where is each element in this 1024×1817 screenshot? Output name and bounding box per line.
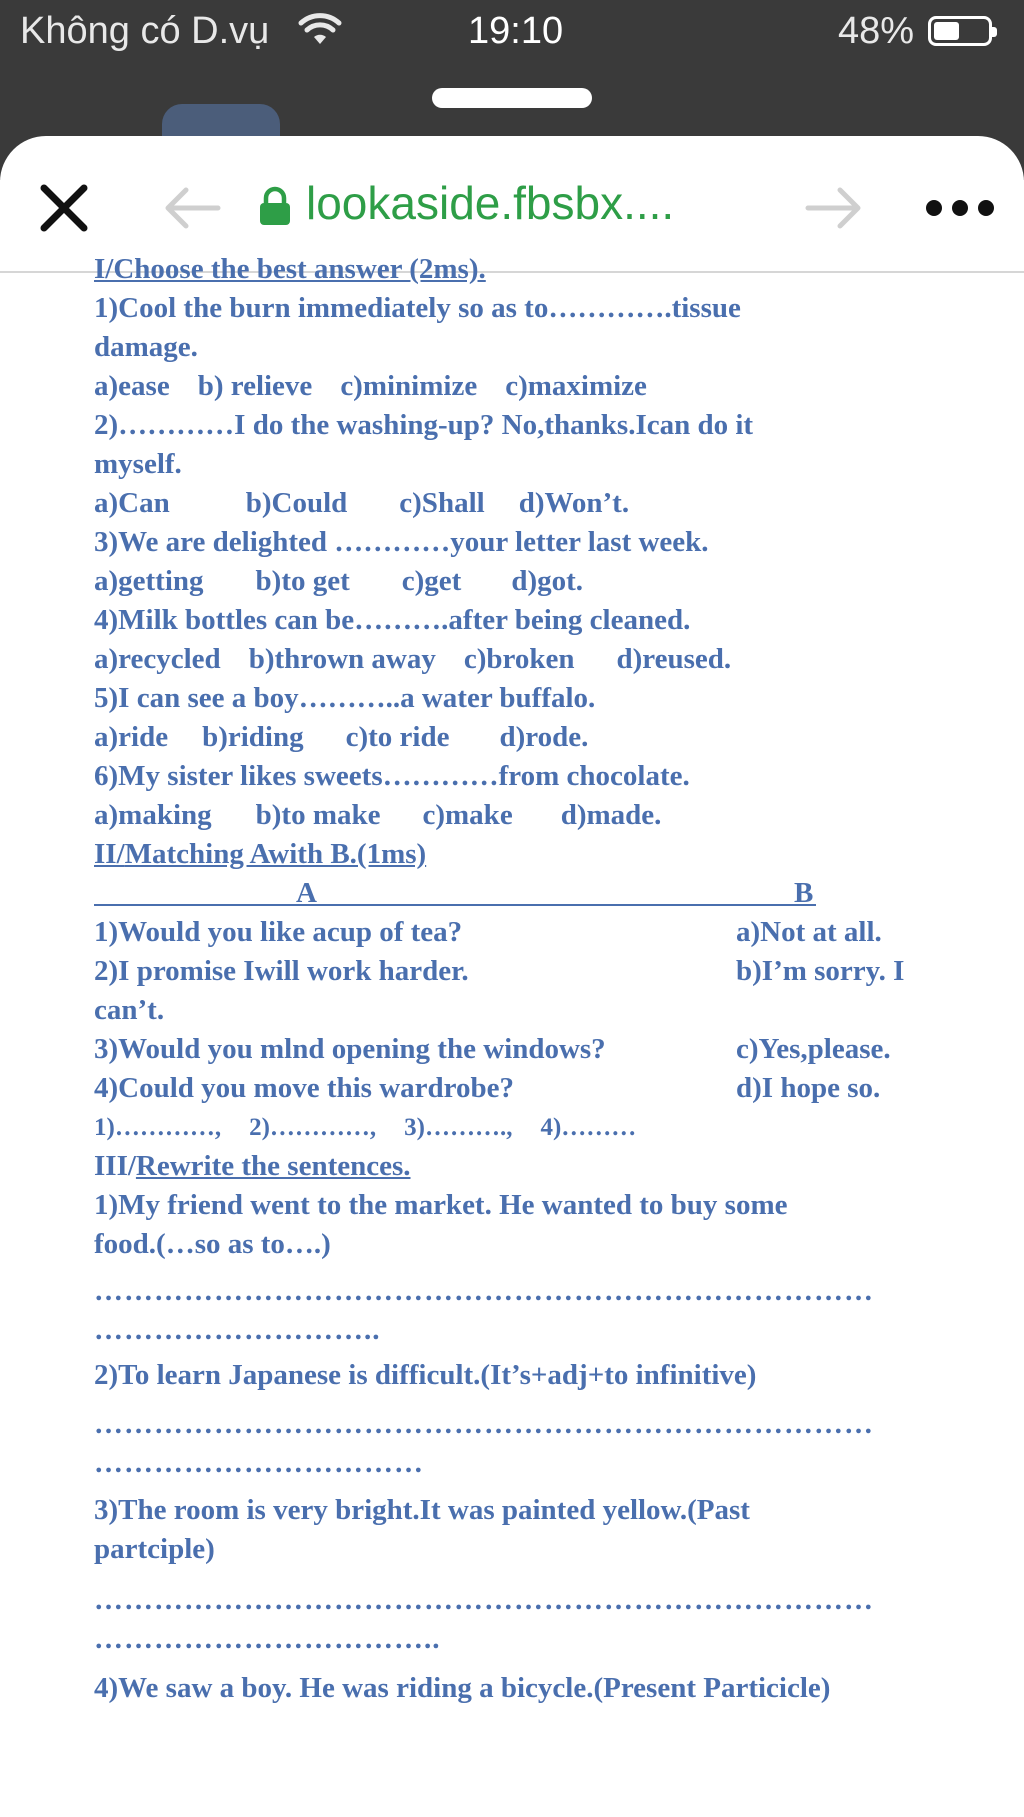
matching-answers: 1)…………, 2)…………, 3)………., 4)……… — [94, 1114, 637, 1141]
q2-option-b: b)Could — [245, 487, 348, 519]
q1-options — [94, 367, 954, 406]
r3-line2: partciple) — [94, 1533, 215, 1565]
q5-option-c: c)to ride — [345, 721, 450, 753]
q2-options — [94, 484, 954, 523]
url-text[interactable]: lookaside.fbsbx.... — [306, 177, 675, 229]
match-row: 4)Could you move this wardrobe? d)I hope so. — [94, 1072, 881, 1104]
q4-option-c: c)broken — [463, 643, 575, 675]
close-icon[interactable] — [36, 180, 92, 236]
r1-line2: food.(…so as to….) — [94, 1228, 331, 1260]
q1-option-a: a)ease — [94, 370, 170, 402]
match-row: 3)Would you mlnd opening the windows? c)Yes,please. — [94, 1033, 891, 1065]
battery-icon — [928, 16, 992, 46]
q4-options — [94, 640, 954, 679]
carrier-label: Không có D.vụ — [20, 10, 270, 52]
q2-line2: myself. — [94, 448, 182, 480]
q5-line1: 5)I can see a boy………..a water buffalo. — [94, 682, 596, 714]
r1-answer-line2: ……………………….. — [94, 1314, 381, 1346]
match-row: 2)I promise Iwill work harder. b)I’m sorry. I — [94, 955, 905, 987]
q1-option-b: b) relieve — [197, 370, 313, 402]
q5-options — [94, 718, 954, 757]
match-row: can’t. — [94, 994, 165, 1026]
lock-icon — [258, 186, 292, 226]
forward-arrow-icon[interactable] — [804, 186, 864, 230]
q5-option-b: b)riding — [202, 721, 304, 753]
column-b-label: B — [794, 877, 814, 909]
q6-options — [94, 796, 954, 835]
r2-answer-line1: …………………………………………………………………… — [94, 1408, 874, 1440]
clock: 19:10 — [468, 10, 564, 52]
q5-option-d: d)rode. — [499, 721, 589, 753]
r3-answer-line1: …………………………………………………………………… — [94, 1584, 874, 1616]
more-icon[interactable] — [924, 198, 996, 218]
section2-heading: II/Matching Awith B.(1ms) — [94, 838, 427, 870]
r3-answer-line2: …………………………….. — [94, 1623, 441, 1655]
match-row: 1)Would you like acup of tea? a)Not at all. — [94, 916, 882, 948]
battery-percent: 48% — [838, 10, 915, 52]
back-arrow-icon[interactable] — [162, 186, 222, 230]
q3-option-a: a)getting — [94, 565, 204, 597]
q4-option-d: d)reused. — [616, 643, 732, 675]
q2-line1: 2)…………I do the washing-up? No,thanks.Ican do it — [94, 409, 754, 441]
r2-answer-line2: …………………………… — [94, 1447, 424, 1479]
wifi-icon — [298, 12, 342, 46]
q3-options — [94, 562, 954, 601]
r1-line1: 1)My friend went to the market. He wanted to buy some — [94, 1189, 788, 1221]
q2-option-d: d)Won’t. — [518, 487, 630, 519]
q1-option-d: c)maximize — [505, 370, 647, 402]
r2-line1: 2)To learn Japanese is difficult.(It’s+adj+to infinitive) — [94, 1359, 757, 1391]
q6-option-c: c)make — [422, 799, 513, 831]
q4-line1: 4)Milk bottles can be……….after being cleaned. — [94, 604, 691, 636]
q2-option-c: c)Shall — [399, 487, 485, 519]
q4-option-a: a)recycled — [94, 643, 221, 675]
sheet-grabber[interactable] — [432, 88, 592, 108]
r1-answer-line1: …………………………………………………………………… — [94, 1275, 874, 1307]
section3-heading: III/Rewrite the sentences. — [94, 1150, 411, 1182]
r4-line1: 4)We saw a boy. He was riding a bicycle.(Present Particicle) — [94, 1672, 831, 1704]
q1-line1: 1)Cool the burn immediately so as to………….tissue — [94, 292, 741, 324]
q1-line2: damage. — [94, 331, 198, 363]
q6-option-d: d)made. — [560, 799, 662, 831]
q6-option-b: b)to make — [255, 799, 381, 831]
q5-option-a: a)ride — [94, 721, 169, 753]
matching-header — [94, 874, 816, 913]
q3-option-d: d)got. — [511, 565, 584, 597]
q3-option-c: c)get — [401, 565, 462, 597]
q4-option-b: b)thrown away — [248, 643, 436, 675]
q1-option-c: c)minimize — [340, 370, 478, 402]
q6-line1: 6)My sister likes sweets…………from chocolate. — [94, 760, 690, 792]
q3-option-b: b)to get — [255, 565, 350, 597]
q6-option-a: a)making — [94, 799, 212, 831]
r3-line1: 3)The room is very bright.It was painted yellow.(Past — [94, 1494, 750, 1526]
q3-line1: 3)We are delighted …………your letter last week. — [94, 526, 709, 558]
column-a-label: A — [296, 877, 317, 909]
section1-heading: I/Choose the best answer (2ms). — [94, 253, 486, 285]
document-body — [94, 253, 954, 1708]
q2-option-a: a)Can — [94, 487, 170, 519]
